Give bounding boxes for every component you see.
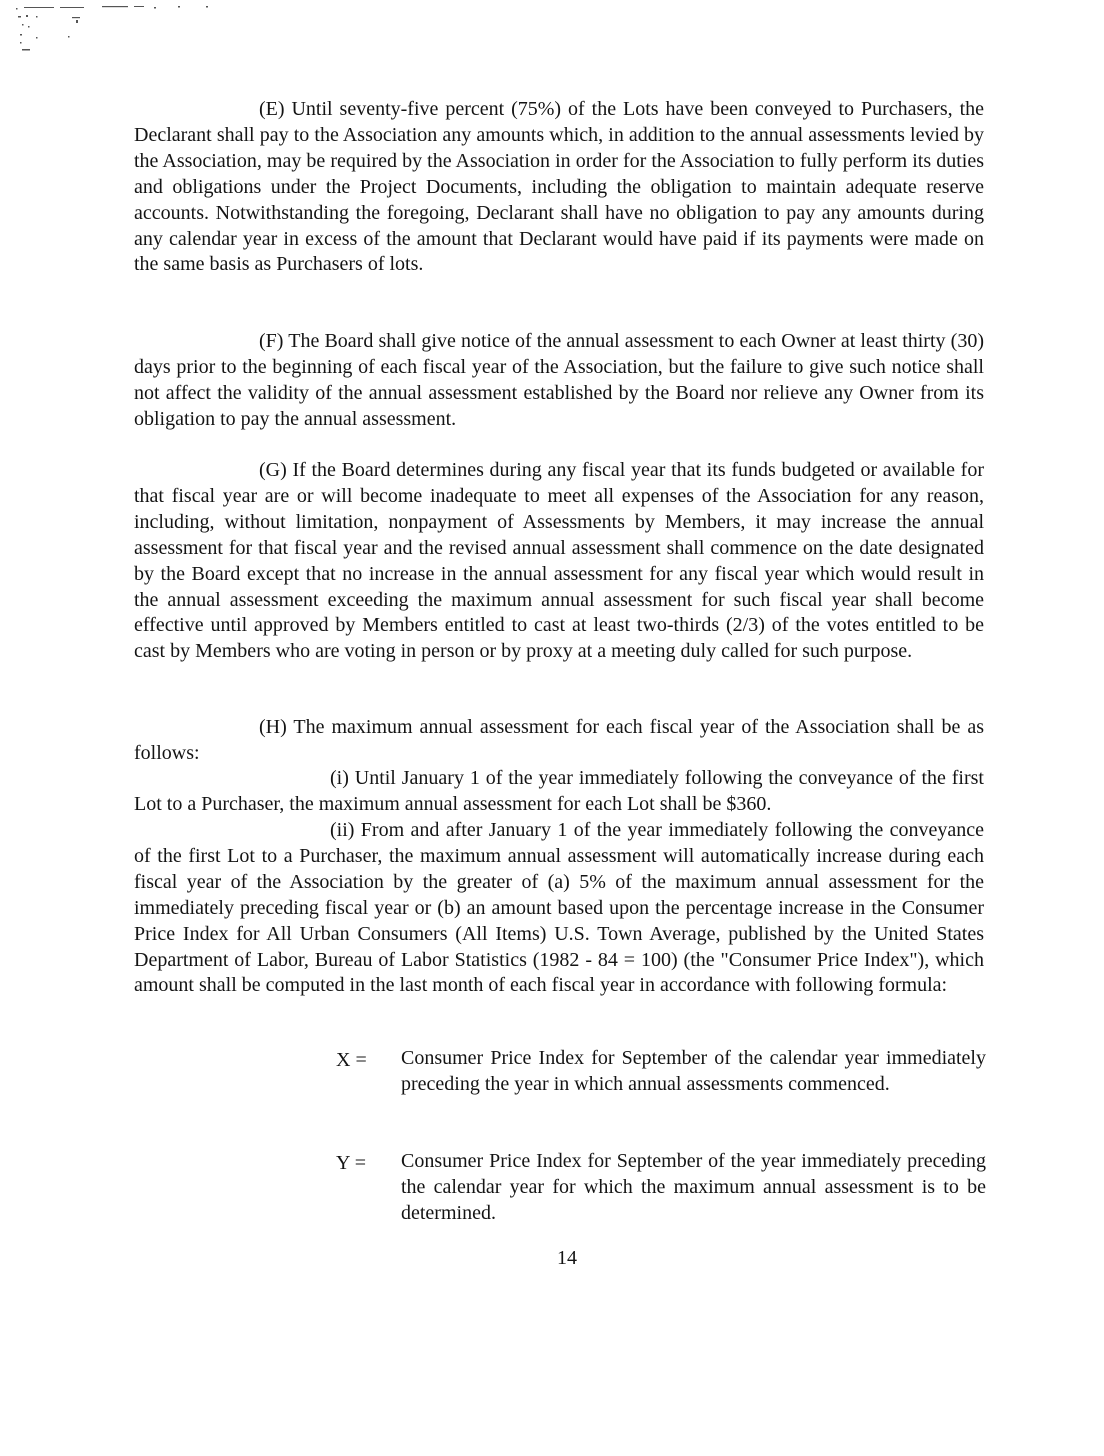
formula-label-x: X = [336,1049,367,1071]
page-number: 14 [557,1247,577,1269]
formula-definition-y: Consumer Price Index for September of the year immediately preceding the calendar year for which the maximum annual assessment is to be determined. [401,1150,986,1224]
paragraph-h-ii: (ii) From and after January 1 of the year immediately following the conveyance of the first Lot to a Purchaser, the maximum annual assessment will automatically increase during each fiscal year of the Association by the greater of (a) 5% of the maximum annual assessment for the immediately preceding fiscal year or (b) an amount based upon the percentage increase in the Consumer Price Index for All Urban Consumers (All Items) U.S. Town Average, published by the United States Department of Labor, Bureau of Labor Statistics (1982 - 84 = 100) (the "Consumer Price Index"), which amount shall be computed in the last month of each fiscal year in accordance with following formula: [134,819,984,997]
scan-noise-marks [14,4,224,56]
paragraph-e: (E) Until seventy-five percent (75%) of the Lots have been conveyed to Purchasers, the Declarant shall pay to the Association any amounts which, in addition to the annual assessments levied by the Association, may be required by the Association in order for the Association to fully perform its duties and obligations under the Project Documents, including the obligation to maintain adequate reserve accounts. Notwithstanding the foregoing, Declarant shall have no obligation to pay any amounts during any calendar year in excess of the amount that Declarant would have paid if its payments were made on the same basis as Purchasers of lots. [134,98,984,276]
paragraph-f: (F) The Board shall give notice of the annual assessment to each Owner at least thirty (30) days prior to the beginning of each fiscal year of the Association, but the failure to give such notice shall not affect the validity of the annual assessment established by the Board nor relieve any Owner from its obligation to pay the annual assessment. [134,330,984,430]
paragraph-h-i: (i) Until January 1 of the year immediately following the conveyance of the first Lot to a Purchaser, the maximum annual assessment for each Lot shall be $360. [134,767,984,815]
paragraph-g: (G) If the Board determines during any fiscal year that its funds budgeted or available for that fiscal year are or will become inadequate to meet all expenses of the Association for any reason, including, without limitation, nonpayment of Assessments by Members, it may increase the annual assessment for that fiscal year and the revised annual assessment shall commence on the date designated by the Board except that no increase in the annual assessment for any fiscal year which would result in the annual assessment exceeding the maximum annual assessment for such fiscal year shall become effective until approved by Members entitled to cast at least two-thirds (2/3) of the votes entitled to be cast by Members who are voting in person or by proxy at a meeting duly called for such purpose. [134,459,984,663]
formula-definition-x: Consumer Price Index for September of the calendar year immediately preceding the year in which annual assessments commenced. [401,1047,986,1095]
formula-label-y: Y = [336,1152,366,1174]
paragraph-h: (H) The maximum annual assessment for each fiscal year of the Association shall be as follows: [134,716,984,764]
